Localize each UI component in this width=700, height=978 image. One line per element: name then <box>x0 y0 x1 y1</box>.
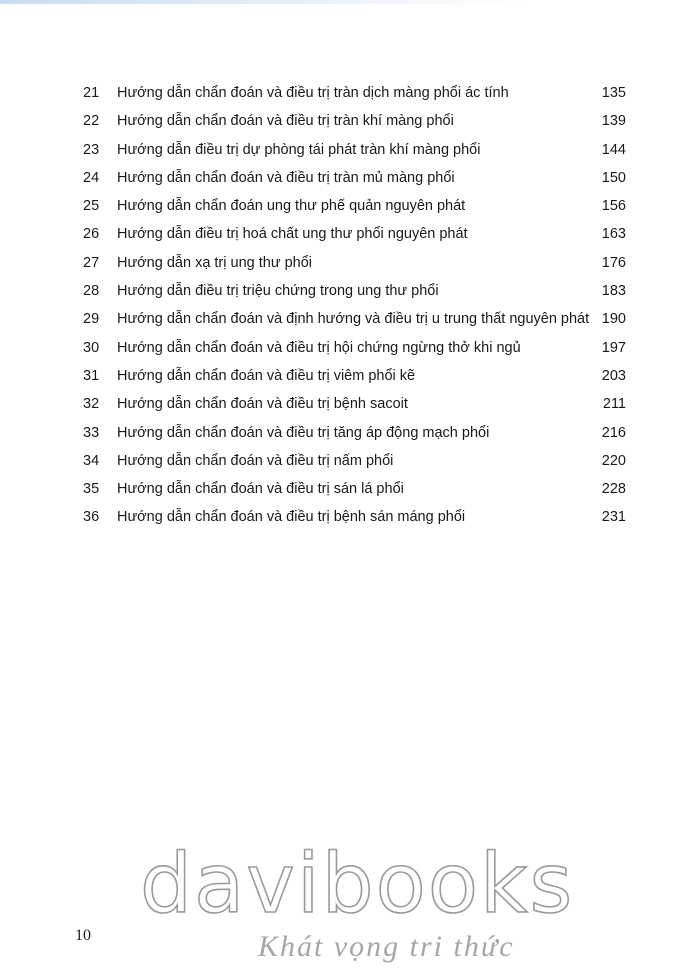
toc-entry-page: 176 <box>601 254 626 271</box>
toc-entry-page: 220 <box>601 452 626 469</box>
toc-entry <box>83 507 626 535</box>
toc-entry <box>83 281 626 309</box>
toc-entry-number: 33 <box>83 424 100 441</box>
toc-entry-page: 211 <box>602 396 626 413</box>
toc-entry-title: Hướng dẫn chẩn đoán và điều trị sán lá phổi <box>117 481 404 498</box>
toc-entry-title: Hướng dẫn chẩn đoán ung thư phế quản nguyên phát <box>117 198 466 215</box>
toc-entry <box>83 479 626 507</box>
toc-entry-page: 190 <box>601 311 626 328</box>
toc-entry <box>83 253 626 281</box>
toc-entry-title: Hướng dẫn chẩn đoán và định hướng và điều trị u trung thất nguyên phát <box>117 311 590 328</box>
toc-entry-title: Hướng dẫn chẩn đoán và điều trị nấm phổi <box>117 452 394 469</box>
toc-entry-page: 197 <box>601 339 626 356</box>
toc-entry-number: 32 <box>83 396 100 413</box>
page-top-edge <box>0 0 700 4</box>
watermark-slogan: Khát vọng tri thức <box>258 930 515 963</box>
toc-entry-number: 29 <box>83 311 100 328</box>
toc-entry <box>83 224 626 252</box>
toc-entry <box>83 196 626 224</box>
toc-entry <box>83 309 626 337</box>
toc-entry-number: 23 <box>83 141 100 158</box>
toc-entry-title: Hướng dẫn chẩn đoán và điều trị bệnh sacoit <box>117 396 408 413</box>
toc-entry-page: 228 <box>601 481 626 498</box>
toc-entry <box>83 338 626 366</box>
toc-entry-page: 231 <box>601 509 626 526</box>
toc-entry-title: Hướng dẫn điều trị dự phòng tái phát tràn khí màng phổi <box>117 141 481 158</box>
toc-entry-title: Hướng dẫn chẩn đoán và điều trị bệnh sán máng phổi <box>117 509 466 526</box>
toc-entry <box>83 83 626 111</box>
toc-entry-title: Hướng dẫn chẩn đoán và điều trị hội chứng ngừng thở khi ngủ <box>117 339 521 356</box>
toc-entry-title: Hướng dẫn chẩn đoán và điều trị tràn khí màng phổi <box>117 113 454 130</box>
watermark-brand: davibooks <box>140 837 575 932</box>
toc-entry-page: 203 <box>601 367 626 384</box>
table-of-contents <box>83 83 626 536</box>
toc-entry-number: 30 <box>83 339 100 356</box>
toc-entry-number: 36 <box>83 509 100 526</box>
toc-entry-number: 22 <box>83 113 100 130</box>
watermark-logo <box>140 835 575 975</box>
toc-entry-title: Hướng dẫn điều trị hoá chất ung thư phổi nguyên phát <box>117 226 468 243</box>
toc-entry <box>83 366 626 394</box>
toc-entry-page: 139 <box>601 113 626 130</box>
page-number: 10 <box>75 927 91 944</box>
toc-entry-number: 34 <box>83 452 100 469</box>
toc-entry-page: 183 <box>601 283 626 300</box>
toc-entry-page: 150 <box>601 169 626 186</box>
toc-entry-number: 21 <box>83 85 100 101</box>
toc-entry-page: 135 <box>601 85 626 101</box>
toc-entry-number: 28 <box>83 283 100 300</box>
toc-entry-number: 27 <box>83 254 100 271</box>
toc-entry-number: 24 <box>83 169 100 186</box>
toc-entry-page: 156 <box>601 198 626 215</box>
toc-entry-page: 163 <box>601 226 626 243</box>
toc-entry-page: 216 <box>601 424 626 441</box>
toc-entry-title: Hướng dẫn chẩn đoán và điều trị viêm phổi kẽ <box>117 367 416 384</box>
toc-entry <box>83 423 626 451</box>
toc-entry <box>83 451 626 479</box>
toc-entry <box>83 111 626 139</box>
toc-entry-number: 35 <box>83 481 100 498</box>
toc-entry-title: Hướng dẫn chẩn đoán và điều trị tràn mủ màng phổi <box>117 169 455 186</box>
toc-entry-page: 144 <box>601 141 626 158</box>
toc-entry-title: Hướng dẫn chẩn đoán và điều trị tăng áp động mạch phổi <box>117 424 490 441</box>
toc-entry-number: 26 <box>83 226 100 243</box>
toc-entry-title: Hướng dẫn xạ trị ung thư phổi <box>117 254 312 271</box>
toc-entry-title: Hướng dẫn điều trị triệu chứng trong ung thư phổi <box>117 283 439 300</box>
toc-entry-title: Hướng dẫn chẩn đoán và điều trị tràn dịch màng phổi ác tính <box>117 85 509 101</box>
toc-entry <box>83 394 626 422</box>
toc-entry-number: 25 <box>83 198 100 215</box>
toc-entry <box>83 168 626 196</box>
toc-entry-number: 31 <box>83 367 100 384</box>
toc-entry <box>83 140 626 168</box>
